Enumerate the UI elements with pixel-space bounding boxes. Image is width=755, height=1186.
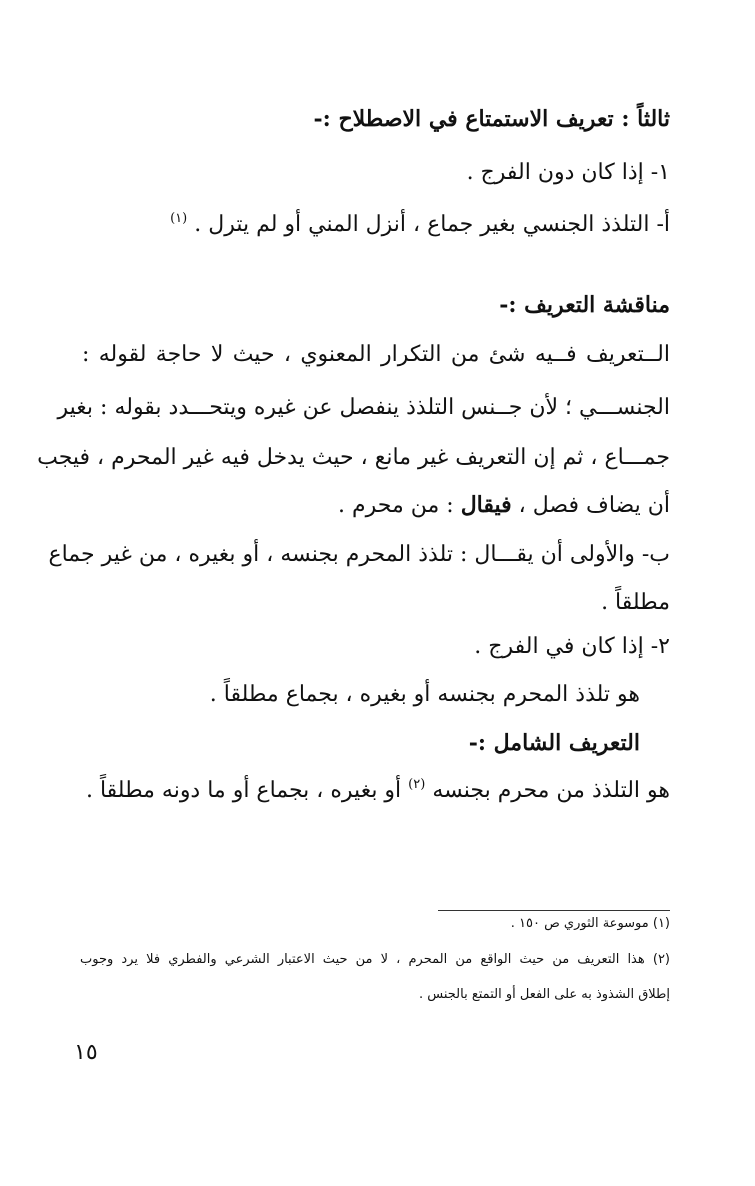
footnote-separator bbox=[438, 910, 670, 911]
item-1-sub-text: أ- التلذذ الجنسي بغير جماع ، أنزل المني أو لم يترل . bbox=[194, 212, 670, 237]
discussion-line-4 bbox=[338, 490, 670, 521]
discussion-line-2: الجنســـي ؛ لأن جــنس التلذذ ينفصل عن غيره ويتحـــدد بقوله : بغير bbox=[57, 395, 670, 420]
item-2-definition: هو تلذذ المحرم بجنسه أو بغيره ، بجماع مطلقاً . bbox=[209, 682, 640, 707]
footnote-ref-2[interactable]: (٢) bbox=[408, 777, 426, 792]
discussion-line-4-bold: فيقال bbox=[460, 492, 512, 518]
discussion-line-4-end: : من محرم . bbox=[338, 493, 454, 518]
footnote-2-line-2: إطلاق الشذوذ به على الفعل أو التمتع بالجنس . bbox=[419, 987, 670, 1002]
item-b-line-2: مطلقاً . bbox=[601, 590, 670, 615]
footnote-2-line-1: (٢) هذا التعريف من حيث الواقع من المحرم ، لا من حيث الاعتبار الشرعي والفطري فلا يرد وجوب bbox=[80, 952, 670, 967]
item-2: ٢- إذا كان في الفرج . bbox=[474, 634, 670, 659]
comprehensive-definition-end: أو بغيره ، بجماع أو ما دونه مطلقاً . bbox=[85, 778, 402, 803]
comprehensive-heading: التعريف الشامل :- bbox=[468, 730, 640, 756]
discussion-line-1: الــتعريف فــيه شئ من التكرار المعنوي ، حيث لا حاجة لقوله : bbox=[82, 342, 670, 367]
footnote-1: (١) موسوعة الثوري ص ١٥٠ . bbox=[510, 916, 670, 931]
item-1-sub bbox=[170, 210, 670, 240]
page-number: ١٥ bbox=[74, 1040, 98, 1065]
discussion-line-3: جمـــاع ، ثم إن التعريف غير مانع ، حيث يدخل فيه غير المحرم ، فيجب bbox=[37, 445, 670, 470]
comprehensive-definition-start: هو التلذذ من محرم بجنسه bbox=[432, 778, 670, 803]
footnote-ref-1[interactable]: (١) bbox=[170, 211, 188, 226]
section-heading: ثالثاً : تعريف الاستمتاع في الاصطلاح :- bbox=[313, 106, 670, 132]
item-b-line-1: ب- والأولى أن يقـــال : تلذذ المحرم بجنسه ، أو بغيره ، من غير جماع bbox=[48, 542, 670, 567]
discussion-line-4-start: أن يضاف فصل ، bbox=[518, 493, 670, 518]
comprehensive-definition bbox=[86, 776, 670, 806]
discussion-heading: مناقشة التعريف :- bbox=[499, 292, 670, 318]
item-1: ١- إذا كان دون الفرج . bbox=[466, 160, 670, 185]
